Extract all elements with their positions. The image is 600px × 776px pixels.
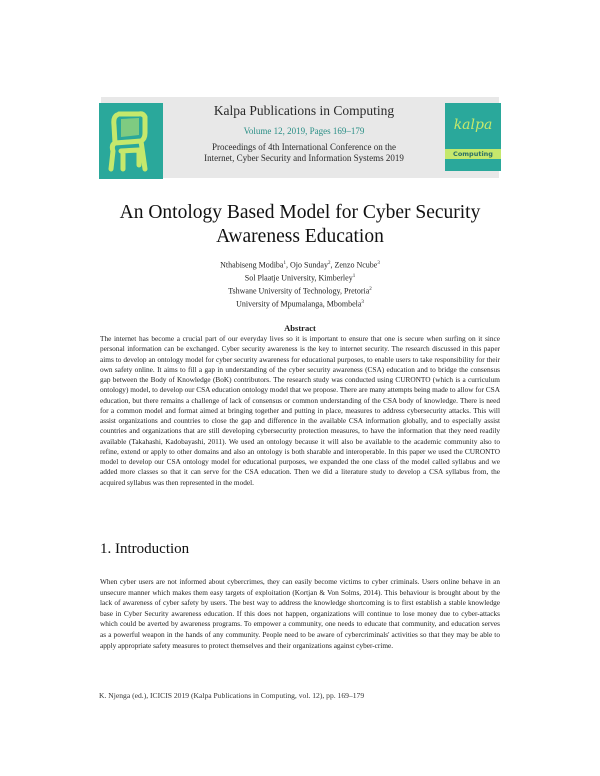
author-name: Zenzo Ncube <box>334 260 378 270</box>
paper-title <box>60 201 540 249</box>
author-name: Nthabiseng Modiba <box>220 260 284 270</box>
author-mark: 1 <box>283 261 286 266</box>
affiliation-name: Tshwane University of Technology, Pretoria <box>228 286 370 296</box>
affiliation-mark: 2 <box>369 287 372 293</box>
affiliation-name: University of Mpumalanga, Mbombela <box>236 300 362 310</box>
section-heading-introduction: 1. Introduction <box>100 541 190 557</box>
proceedings-line-1: Proceedings of 4th International Conference on the <box>212 142 396 152</box>
badge-computing-text: Computing <box>445 149 501 159</box>
introduction-text: When cyber users are not informed about cybercrimes, they can easily become victims to cyber criminals. Users online behave in an unsecure manner which makes them easy targets of exploitation (Kortjan & Von Solms, 2014). This behaviour is brought about by the lack of awareness of cyber safety by users. The best way to address the knowledge shortcoming is to first establish a stable knowledge base in Cyber Security awareness education. If this does not happen, organizations will continue to lose money due to cyber-attacks which could be averted by awareness programs. To empower a community, one needs to educate that community, and education serves as a powerful weapon in the hands of any community. People need to be aware of cybercriminals' activities so that they may be able to apply appropriate safety measures to protect themselves and their organizations against cyber-crime. <box>100 577 500 650</box>
badge-kalpa-text: kalpa <box>453 117 493 133</box>
affiliation-name: Sol Plaatje University, Kimberley <box>244 273 353 283</box>
series-title: Kalpa Publications in Computing <box>213 103 395 118</box>
affiliation <box>150 284 450 297</box>
abstract-text: The internet has become a crucial part of our everyday lives so it is important to ensure that one is secure when surfing on it since personal information can be exchanged. Cyber security awareness is the key to internet security. The research discussed in this paper aims to develop an ontology model for cyber security awareness for educational purposes, to enable users to take responsibility for their own safety online. It aims to fill a gap in understanding of the cyber security awareness (CSA) education and to bridge the consensus gap between the Body of Knowledge (BoK) contributors. The research study was conducted using CURONTO (which is a curriculum ontology) model, to develop our CSA education ontology model that we propose. There are many attempts being made to allow for CSA education, but there remains a challenge of lack of consensus or common understanding of the CSA body of knowledge. There is need for a common model and format aimed at bringing together and putting in place, measures to address cybersecurity attacks. This will assist organizations and countries to close the gap and difference in the available CSA information globally, and to especially assist countries and organizations that are still developing cybersecurity protection measures, to have the information that they need readily available (Takahashi, Kadobayashi, 2011). We used an ontology because it will also be available to the academic community also to refine, extend or apply to other domains and also an ontology is both sharable and interoperable. In this paper we used the CURONTO model to develop our CSA ontology model for educational purposes, we expanded the one class of the model called syllabus and we added more classes so that it can serve for the CSA education. Then we did a literature study to develop a CSA syllabus from, the acquired syllabus was then represented in the model. <box>100 334 500 487</box>
kalpa-chair-logo <box>99 103 163 179</box>
proceedings-info <box>163 142 445 164</box>
affiliation-mark: 3 <box>361 300 364 306</box>
author-name: Ojo Sunday <box>289 260 328 270</box>
abstract-heading: Abstract <box>284 323 316 333</box>
author-mark: 3 <box>377 261 380 266</box>
title-line-2: Awareness Education <box>216 226 384 247</box>
author-mark: 2 <box>327 261 331 266</box>
chair-icon <box>99 103 163 179</box>
kalpa-computing-badge <box>445 103 501 171</box>
title-line-1: An Ontology Based Model for Cyber Security <box>119 202 481 223</box>
affiliation-mark: 1 <box>352 274 356 280</box>
author-block <box>150 258 450 311</box>
author-list: Nthabiseng Modiba$^1$, Ojo Sunday$^2$, Zenzo Ncube$^3$ <box>220 260 380 270</box>
proceedings-line-2: Internet, Cyber Security and Information Systems 2019 <box>204 153 404 163</box>
affiliation <box>150 297 450 310</box>
citation-footer: K. Njenga (ed.), ICICIS 2019 (Kalpa Publications in Computing, vol. 12), pp. 169–179 <box>99 691 365 700</box>
affiliation <box>150 271 450 284</box>
volume-line[interactable]: Volume 12, 2019, Pages 169–179 <box>243 126 365 136</box>
